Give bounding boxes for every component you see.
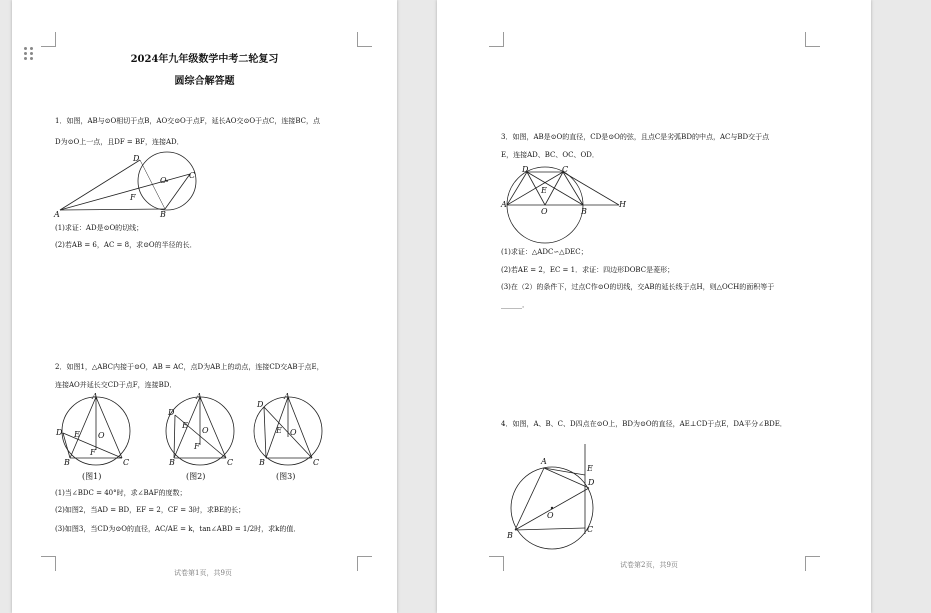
q4-line1: 4．如图，A、B、C、D四点在⊙O上，BD为⊙O的直径，AE⊥CD于点E，DA平分∠BDE． (501, 420, 787, 428)
q3-point-label: H (619, 200, 626, 209)
q2-point-label: D (168, 408, 175, 417)
document-page-2 (437, 0, 871, 613)
q2-point-label: B (259, 458, 265, 467)
margin-corner-mark (805, 556, 820, 571)
q2-point-label: A (284, 392, 290, 401)
q1-point-label: B (160, 210, 166, 219)
margin-corner-mark (357, 556, 372, 571)
q2-point-label: E (182, 421, 188, 430)
margin-corner-mark (805, 32, 820, 47)
q3-point-label: B (581, 207, 587, 216)
margin-corner-mark (41, 32, 56, 47)
q4-point-label: E (587, 464, 593, 473)
q3-line2: E，连接AD、BC、OC、OD． (501, 151, 599, 159)
q3-part2: (2)若AE = 2，EC = 1．求证：四边形DOBC是菱形； (501, 266, 675, 274)
q2-part3: (3)如图3，当CD为⊙O的直径，AC/AE = k，tan∠ABD = 1/2时，求k的值． (55, 525, 301, 533)
q1-line2: D为⊙O上一点，且DF = BF，连接AD． (55, 138, 184, 146)
q3-point-label: O (541, 207, 548, 216)
q2-point-label: D (257, 400, 264, 409)
q2-point-label: C (123, 458, 130, 467)
q3-answer-blank: ______． (501, 301, 529, 309)
q2-point-label: C (227, 458, 234, 467)
q3-part3: (3)在（2）的条件下，过点C作⊙O的切线，交AB的延长线于点H，则△OCH的面积等于 (501, 283, 775, 291)
q1-point-label: A (54, 210, 60, 219)
page-footer: 试卷第1页，共9页 (174, 569, 232, 577)
q1-part1: (1)求证：AD是⊙O的切线； (55, 224, 144, 232)
q1-point-label: O (160, 176, 167, 185)
q2-point-label: O (202, 426, 209, 435)
q4-figure (507, 444, 607, 554)
q4-point-label: B (507, 531, 513, 540)
q1-part2: (2)若AB = 6，AC = 8，求⊙O的半径的长． (55, 241, 197, 249)
q2-point-label: O (98, 431, 105, 440)
margin-corner-mark (41, 556, 56, 571)
q3-figure (501, 160, 631, 218)
q1-line1: 1．如图，AB与⊙O相切于点B，AO交⊙O于点F，延长AO交⊙O于点C，连接BC，点 (55, 117, 321, 125)
q1-point-label: F (130, 193, 136, 202)
page-title: 2024年九年级数学中考二轮复习 (130, 54, 279, 65)
q2-point-label: E (74, 430, 80, 439)
document-page-1 (12, 0, 397, 613)
q2-point-label: E (276, 426, 282, 435)
margin-corner-mark (357, 32, 372, 47)
q2-point-label: A (92, 392, 98, 401)
fig-caption: (图2) (186, 472, 206, 481)
q2-point-label: C (313, 458, 320, 467)
q2-line2: 连接AO并延长交CD于点F，连接BD． (55, 381, 177, 389)
q2-point-label: O (290, 428, 297, 437)
q2-point-label: F (194, 442, 200, 451)
q2-part1: (1)当∠BDC = 40°时，求∠BAF的度数； (55, 489, 187, 497)
q2-line1: 2．如图1，△ABC内接于⊙O，AB = AC，点D为AB上的动点，连接CD交AB于点E， (55, 363, 324, 371)
q4-point-label: A (541, 457, 547, 466)
page-subtitle: 圆综合解答题 (174, 76, 235, 87)
q3-point-label: D (522, 165, 529, 174)
q1-figure (52, 150, 212, 222)
q2-point-label: D (56, 428, 63, 437)
q4-point-label: O (547, 511, 554, 520)
q3-point-label: E (541, 186, 547, 195)
q4-point-label: D (588, 478, 595, 487)
fig-caption: (图1) (82, 472, 102, 481)
page-footer: 试卷第2页，共9页 (620, 561, 678, 569)
q3-part1: (1)求证：△ADC∽△DEC； (501, 248, 588, 256)
q2-part2: (2)如图2，当AD = BD，EF = 2，CF = 3时，求BE的长； (55, 506, 246, 514)
q4-point-label: C (587, 525, 594, 534)
q2-point-label: F (90, 448, 96, 457)
margin-corner-mark (489, 556, 504, 571)
q3-point-label: C (562, 165, 569, 174)
q2-point-label: B (64, 458, 70, 467)
q3-point-label: A (501, 200, 507, 209)
q2-point-label: B (169, 458, 175, 467)
fig-caption: (图3) (276, 472, 296, 481)
q1-point-label: C (189, 171, 196, 180)
q2-figures (54, 393, 354, 485)
q1-point-label: D (133, 154, 140, 163)
q2-point-label: A (196, 392, 202, 401)
q3-line1: 3．如图，AB是⊙O的直径，CD是⊙O的弦，且点C是劣弧BD的中点，AC与BD交于点 (501, 133, 770, 141)
margin-corner-mark (489, 32, 504, 47)
